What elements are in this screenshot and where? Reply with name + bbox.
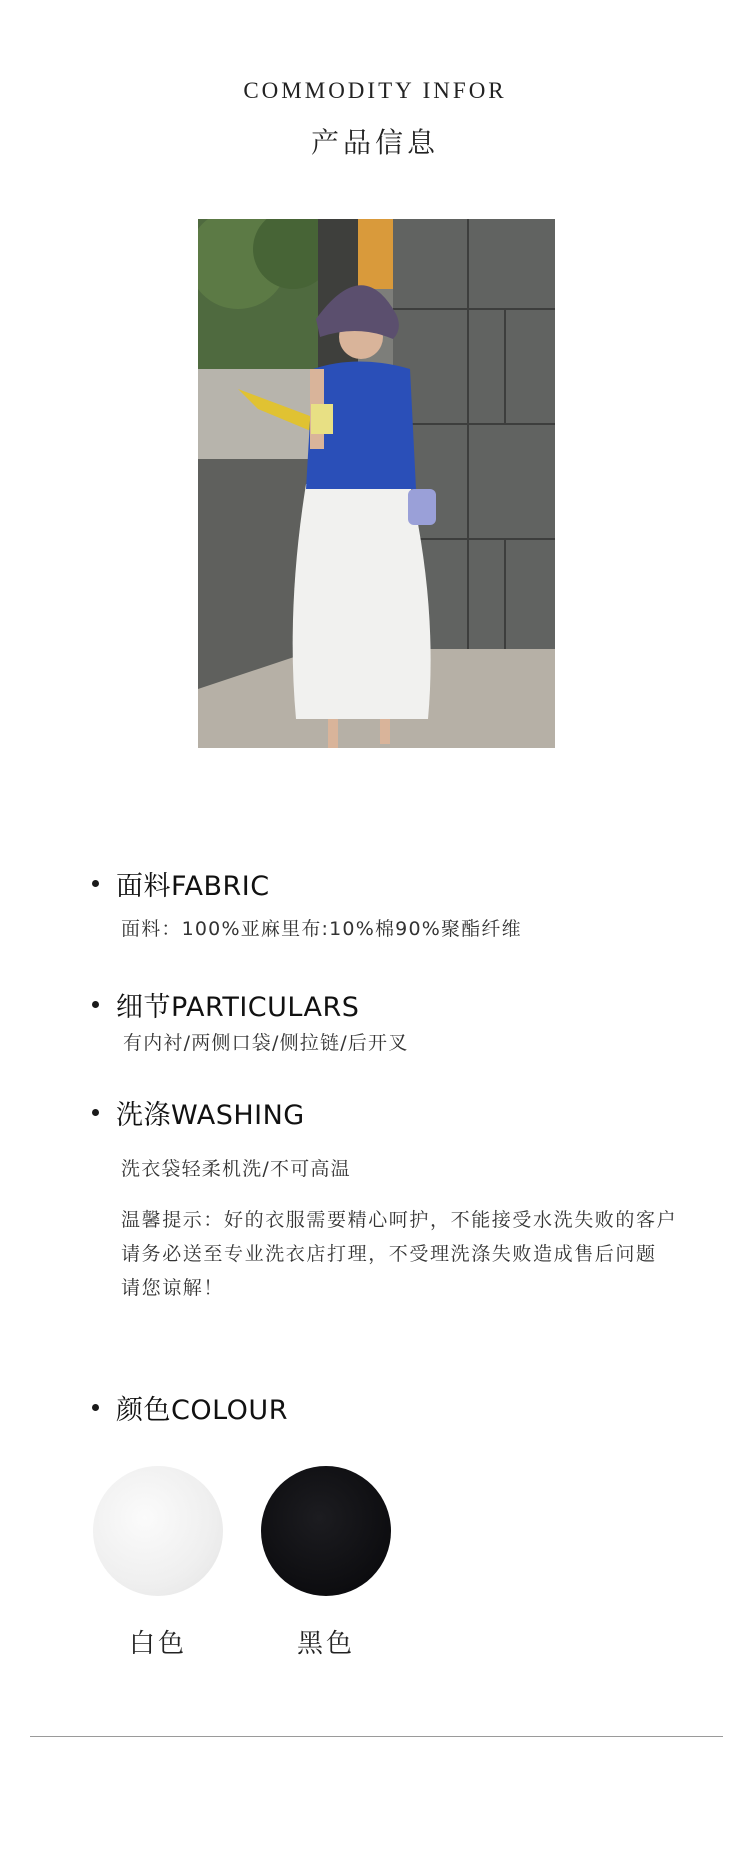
bullet-icon: [92, 880, 99, 887]
care-tip: [121, 1203, 677, 1305]
fabric-section: [92, 864, 270, 903]
color-swatch-white[interactable]: [93, 1466, 223, 1596]
swatch-label-white: 白色: [128, 1629, 187, 1659]
bullet-icon: [92, 1109, 99, 1116]
bullet-icon: [92, 1404, 99, 1411]
particulars-heading: 细节PARTICULARS: [116, 992, 360, 1023]
care-tip-line: 请您谅解！: [121, 1277, 225, 1299]
colour-section: [92, 1388, 288, 1427]
particulars-text: 有内衬/两侧口袋/侧拉链/后开叉: [123, 1032, 409, 1054]
fabric-heading: 面料FABRIC: [116, 871, 270, 902]
divider: [30, 1736, 723, 1737]
washing-text: 洗衣袋轻柔机洗/不可高温: [121, 1158, 351, 1180]
washing-section: [92, 1093, 305, 1132]
color-swatch-black[interactable]: [261, 1466, 391, 1596]
colour-heading: 颜色COLOUR: [116, 1395, 288, 1426]
swatch-label-black: 黑色: [296, 1629, 355, 1659]
bullet-icon: [92, 1001, 99, 1008]
product-photo: [198, 219, 555, 748]
title-chinese: 产品信息: [310, 126, 439, 159]
care-tip-line: 温馨提示：好的衣服需要精心呵护，不能接受水洗失败的客户: [121, 1209, 678, 1231]
particulars-section: [92, 985, 359, 1024]
fabric-text: 面料：100%亚麻里布:10%棉90%聚酯纤维: [121, 918, 522, 940]
care-tip-line: 请务必送至专业洗衣店打理，不受理洗涤失败造成售后问题: [121, 1243, 657, 1265]
washing-heading: 洗涤WASHING: [116, 1100, 305, 1131]
title-english: COMMODITY INFOR: [243, 78, 507, 103]
